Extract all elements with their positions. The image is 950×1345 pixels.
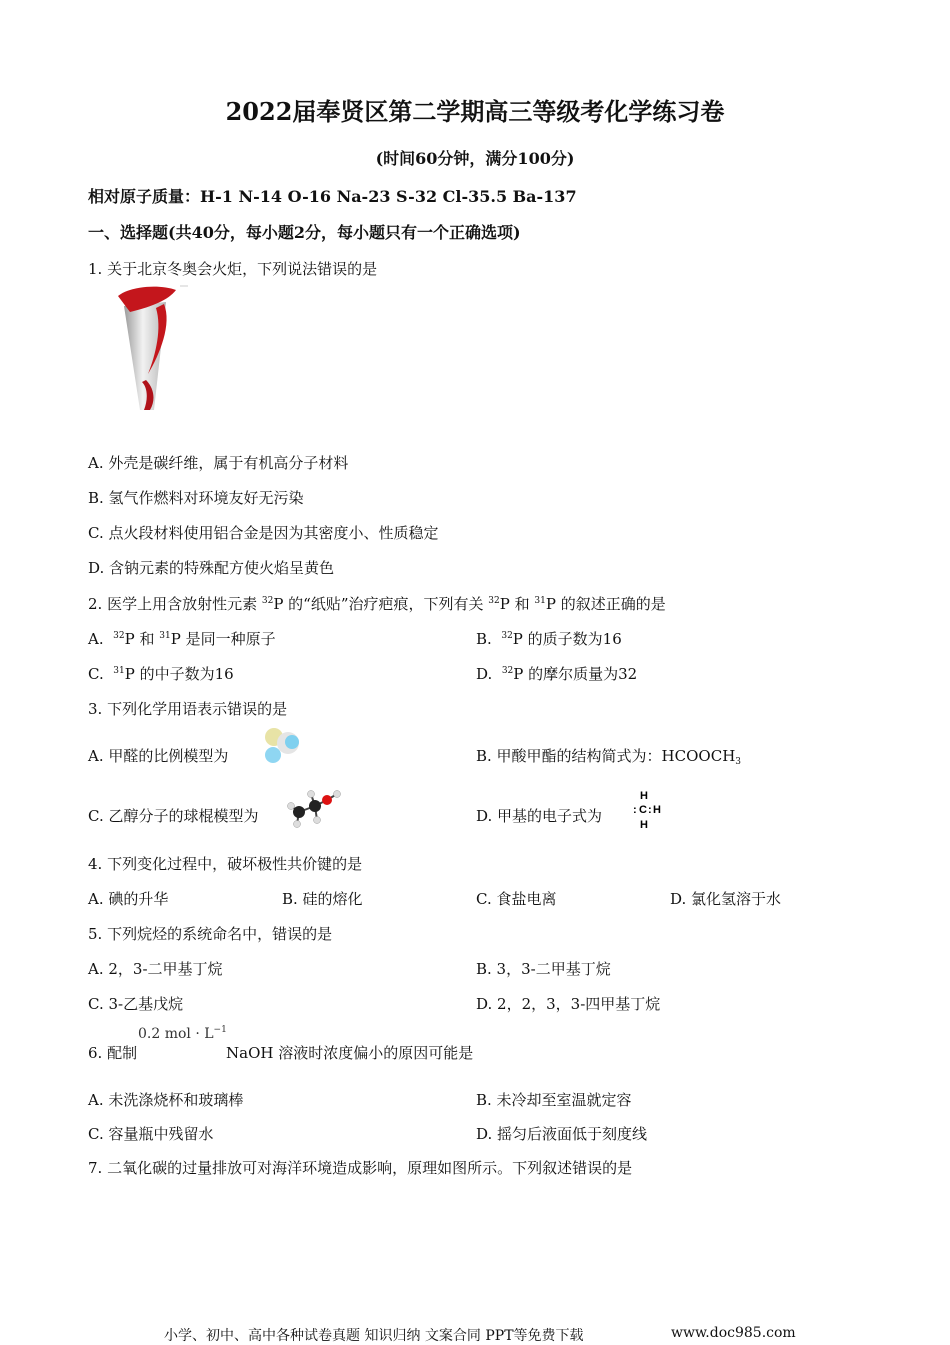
question-5-option-a: A. 2，3-二甲基丁烷 [88,960,223,978]
methyl-colon-right: : [648,804,652,816]
exam-subtitle: (时间60分钟，满分100分) [375,149,575,168]
question-6-stem-prefix: 6. 配制 [88,1044,138,1062]
methyl-electron-formula-image [632,787,666,831]
question-2-stem: 2. 医学上用含放射性元素 $^{32}$P 的“纸贴”治疗疤痕，下列有关 $^{32}$P 和 $^{31}$P 的叙述正确的是 [88,595,666,613]
formaldehyde-space-filling-model-image [260,726,304,766]
methyl-h-bottom: H [640,819,648,831]
question-6-concentration: 0.2 mol · $L^{-1}$ [138,1025,227,1042]
question-4-stem: 4. 下列变化过程中，破坏极性共价键的是 [88,855,363,873]
methyl-colon-left: : [633,804,637,816]
question-6-option-d: D. 摇匀后液面低于刻度线 [476,1125,648,1143]
question-4-option-c: C. 食盐电离 [476,890,557,908]
question-1-option-a: A. 外壳是碳纤维，属于有机高分子材料 [88,454,349,472]
question-3-option-a: A. 甲醛的比例模型为 [88,747,229,765]
question-6-option-b: B. 未冷却至室温就定容 [476,1091,632,1109]
question-4-option-d: D. 氯化氢溶于水 [670,890,782,908]
question-3-option-d: D. 甲基的电子式为 [476,807,603,825]
question-1-option-c: C. 点火段材料使用铝合金是因为其密度小、性质稳定 [88,524,439,542]
page-title: 2022届奉贤区第二学期高三等级考化学练习卷 [225,97,725,126]
question-1-stem: 1. 关于北京冬奥会火炬，下列说法错误的是 [88,260,378,278]
methyl-h-right: H [653,804,661,816]
question-2-option-c: C. $^{31}$P 的中子数为16 [88,665,234,683]
question-3-option-b: B. 甲酸甲酯的结构简式为：$HCOOCH_3$ [476,747,742,767]
question-2-option-a: A. $^{32}$P 和 $^{31}$P 是同一种原子 [88,630,276,648]
question-1-option-b: B. 氢气作燃料对环境友好无污染 [88,489,304,507]
ethanol-ball-stick-model-image [287,786,347,832]
question-3-stem: 3. 下列化学用语表示错误的是 [88,700,288,718]
question-2-option-d: D. $^{32}$P 的摩尔质量为32 [476,665,638,683]
footer-url: www.doc985.com [671,1325,796,1341]
question-1-option-d: D. 含钠元素的特殊配方使火焰呈黄色 [88,559,335,577]
question-5-option-b: B. 3，3-二甲基丁烷 [476,960,611,978]
question-6-stem-suffix: NaOH 溶液时浓度偏小的原因可能是 [226,1044,474,1062]
footer-promo-text: 小学、初中、高中各种试卷真题 知识归纳 文案合同 PPT等免费下载 [164,1328,584,1344]
question-2-option-b: B. $^{32}$P 的质子数为16 [476,630,622,648]
question-5-stem: 5. 下列烷烃的系统命名中，错误的是 [88,925,333,943]
question-6-option-a: A. 未洗涤烧杯和玻璃棒 [88,1091,244,1109]
question-6-option-c: C. 容量瓶中残留水 [88,1125,214,1143]
methyl-h-top: H [640,790,648,802]
methyl-c: C [639,804,647,816]
question-4-option-b: B. 硅的熔化 [282,890,363,908]
question-3-option-c: C. 乙醇分子的球棍模型为 [88,807,259,825]
question-4-option-a: A. 碘的升华 [88,890,169,908]
section-heading: 一、选择题(共40分，每小题2分，每小题只有一个正确选项) [88,223,521,242]
question-5-option-c: C. 3-乙基戊烷 [88,995,184,1013]
question-7-stem: 7. 二氧化碳的过量排放可对海洋环境造成影响，原理如图所示。下列叙述错误的是 [88,1159,633,1177]
atomic-mass-line: 相对原子质量：H-1 N-14 O-16 Na-23 S-32 Cl-35.5 Ba-137 [88,187,577,206]
question-5-option-d: D. 2，2，3，3-四甲基丁烷 [476,995,661,1013]
torch-image [110,284,194,416]
